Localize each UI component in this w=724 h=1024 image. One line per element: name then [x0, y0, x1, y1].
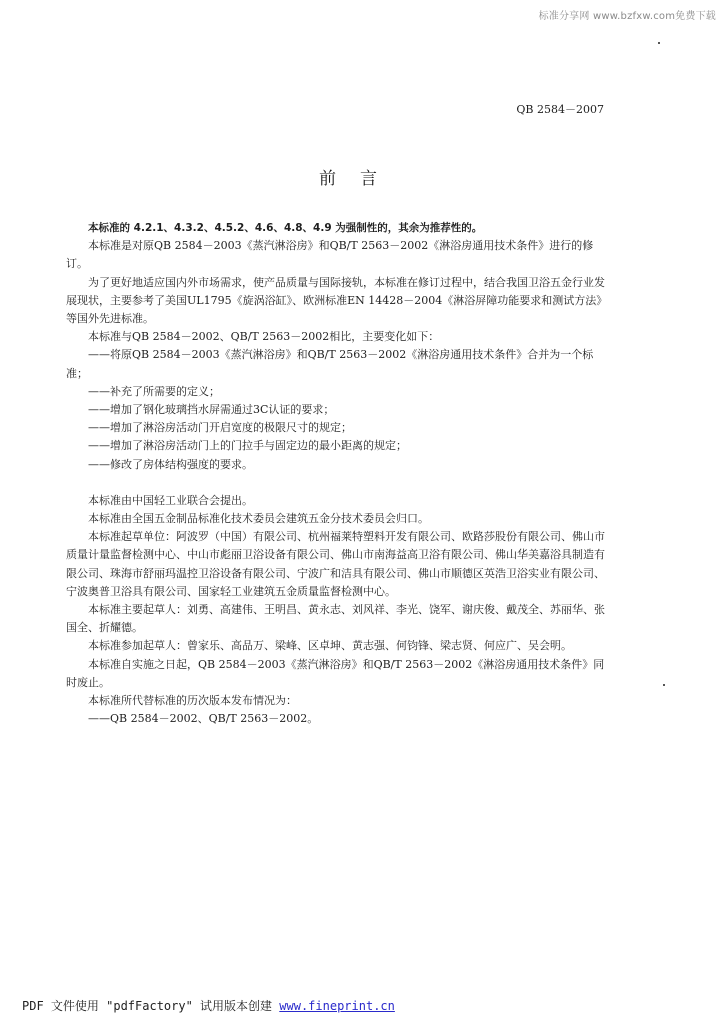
section-gap: [66, 474, 608, 492]
paragraph-history-intro: 本标准所代替标准的历次版本发布情况为：: [88, 694, 297, 708]
document-number: QB 2584－2007: [516, 103, 604, 116]
footer-prefix: PDF 文件使用 "pdfFactory" 试用版本创建: [22, 999, 280, 1013]
paragraph-references: 为了更好地适应国内外市场需求，使产品质量与国际接轨，本标准在修订过程中，结合我国卫浴五金行业发展现状，主要参考了美国UL1795《旋涡浴缸》、欧洲标准EN 14428－2004《淋浴屏障功能要求和测试方法》等国外先进标准。: [66, 275, 608, 326]
change-item: ——修改了房体结构强度的要求。: [88, 457, 253, 471]
change-item: ——将原QB 2584－2003《蒸汽淋浴房》和QB/T 2563－2002《淋浴房通用技术条件》合并为一个标准；: [66, 348, 594, 380]
history-item: ——QB 2584－2002、QB/T 2563－2002。: [88, 712, 319, 726]
paragraph-abolition: 本标准自实施之日起，QB 2584－2003《蒸汽淋浴房》和QB/T 2563－2002《淋浴房通用技术条件》同时废止。: [66, 657, 605, 689]
paragraph-mandatory-clauses: 本标准的 4.2.1、4.3.2、4.5.2、4.6、4.8、4.9 为强制性的，其余为推荐性的。: [88, 222, 483, 234]
change-item: ——增加了钢化玻璃挡水屏需通过3C认证的要求；: [88, 403, 335, 417]
document-body: [66, 219, 608, 728]
change-item: ——增加了淋浴房活动门上的门拉手与固定边的最小距离的规定；: [88, 439, 407, 453]
change-item: ——补充了所需要的定义；: [88, 384, 220, 398]
pdf-footer: [22, 997, 395, 1014]
watermark-text: 标准分享网 www.bzfxw.com免费下载: [538, 11, 716, 22]
scan-speck: [658, 42, 660, 44]
paragraph-main-drafters: 本标准主要起草人：刘勇、高建伟、王明昌、黄永志、刘风祥、李光、饶军、谢庆俊、戴茂全、苏丽华、张国全、折耀德。: [66, 603, 605, 635]
page-title: 前言: [319, 169, 401, 189]
paragraph-committee: 本标准由全国五金制品标准化技术委员会建筑五金分技术委员会归口。: [88, 512, 429, 526]
paragraph-proposer: 本标准由中国轻工业联合会提出。: [88, 493, 253, 507]
scan-speck: [663, 684, 665, 686]
paragraph-changes-intro: 本标准与QB 2584－2002、QB/T 2563－2002相比，主要变化如下：: [88, 330, 440, 344]
paragraph-revision: 本标准是对原QB 2584－2003《蒸汽淋浴房》和QB/T 2563－2002《淋浴房通用技术条件》进行的修订。: [66, 239, 594, 271]
footer-link[interactable]: www.fineprint.cn: [279, 999, 395, 1013]
paragraph-drafting-units: 本标准起草单位：阿波罗（中国）有限公司、杭州福莱特塑料开发有限公司、欧路莎股份有限公司、佛山市质量计量监督检测中心、中山市彪丽卫浴设备有限公司、佛山市南海益高卫浴有限公司、佛山华美嘉浴具制造有限公司、珠海市舒丽玛温控卫浴设备有限公司、宁波广和洁具有限公司、佛山市顺德区英浩卫浴实业有限公司、宁波奥普卫浴具有限公司、国家轻工业建筑五金质量监督检测中心。: [66, 530, 605, 598]
paragraph-participating-drafters: 本标准参加起草人：曾家乐、高品万、梁峰、区卓坤、黄志强、何钧锋、梁志贤、何应广、吴会明。: [88, 639, 572, 653]
change-item: ——增加了淋浴房活动门开启宽度的极限尺寸的规定；: [88, 421, 352, 435]
